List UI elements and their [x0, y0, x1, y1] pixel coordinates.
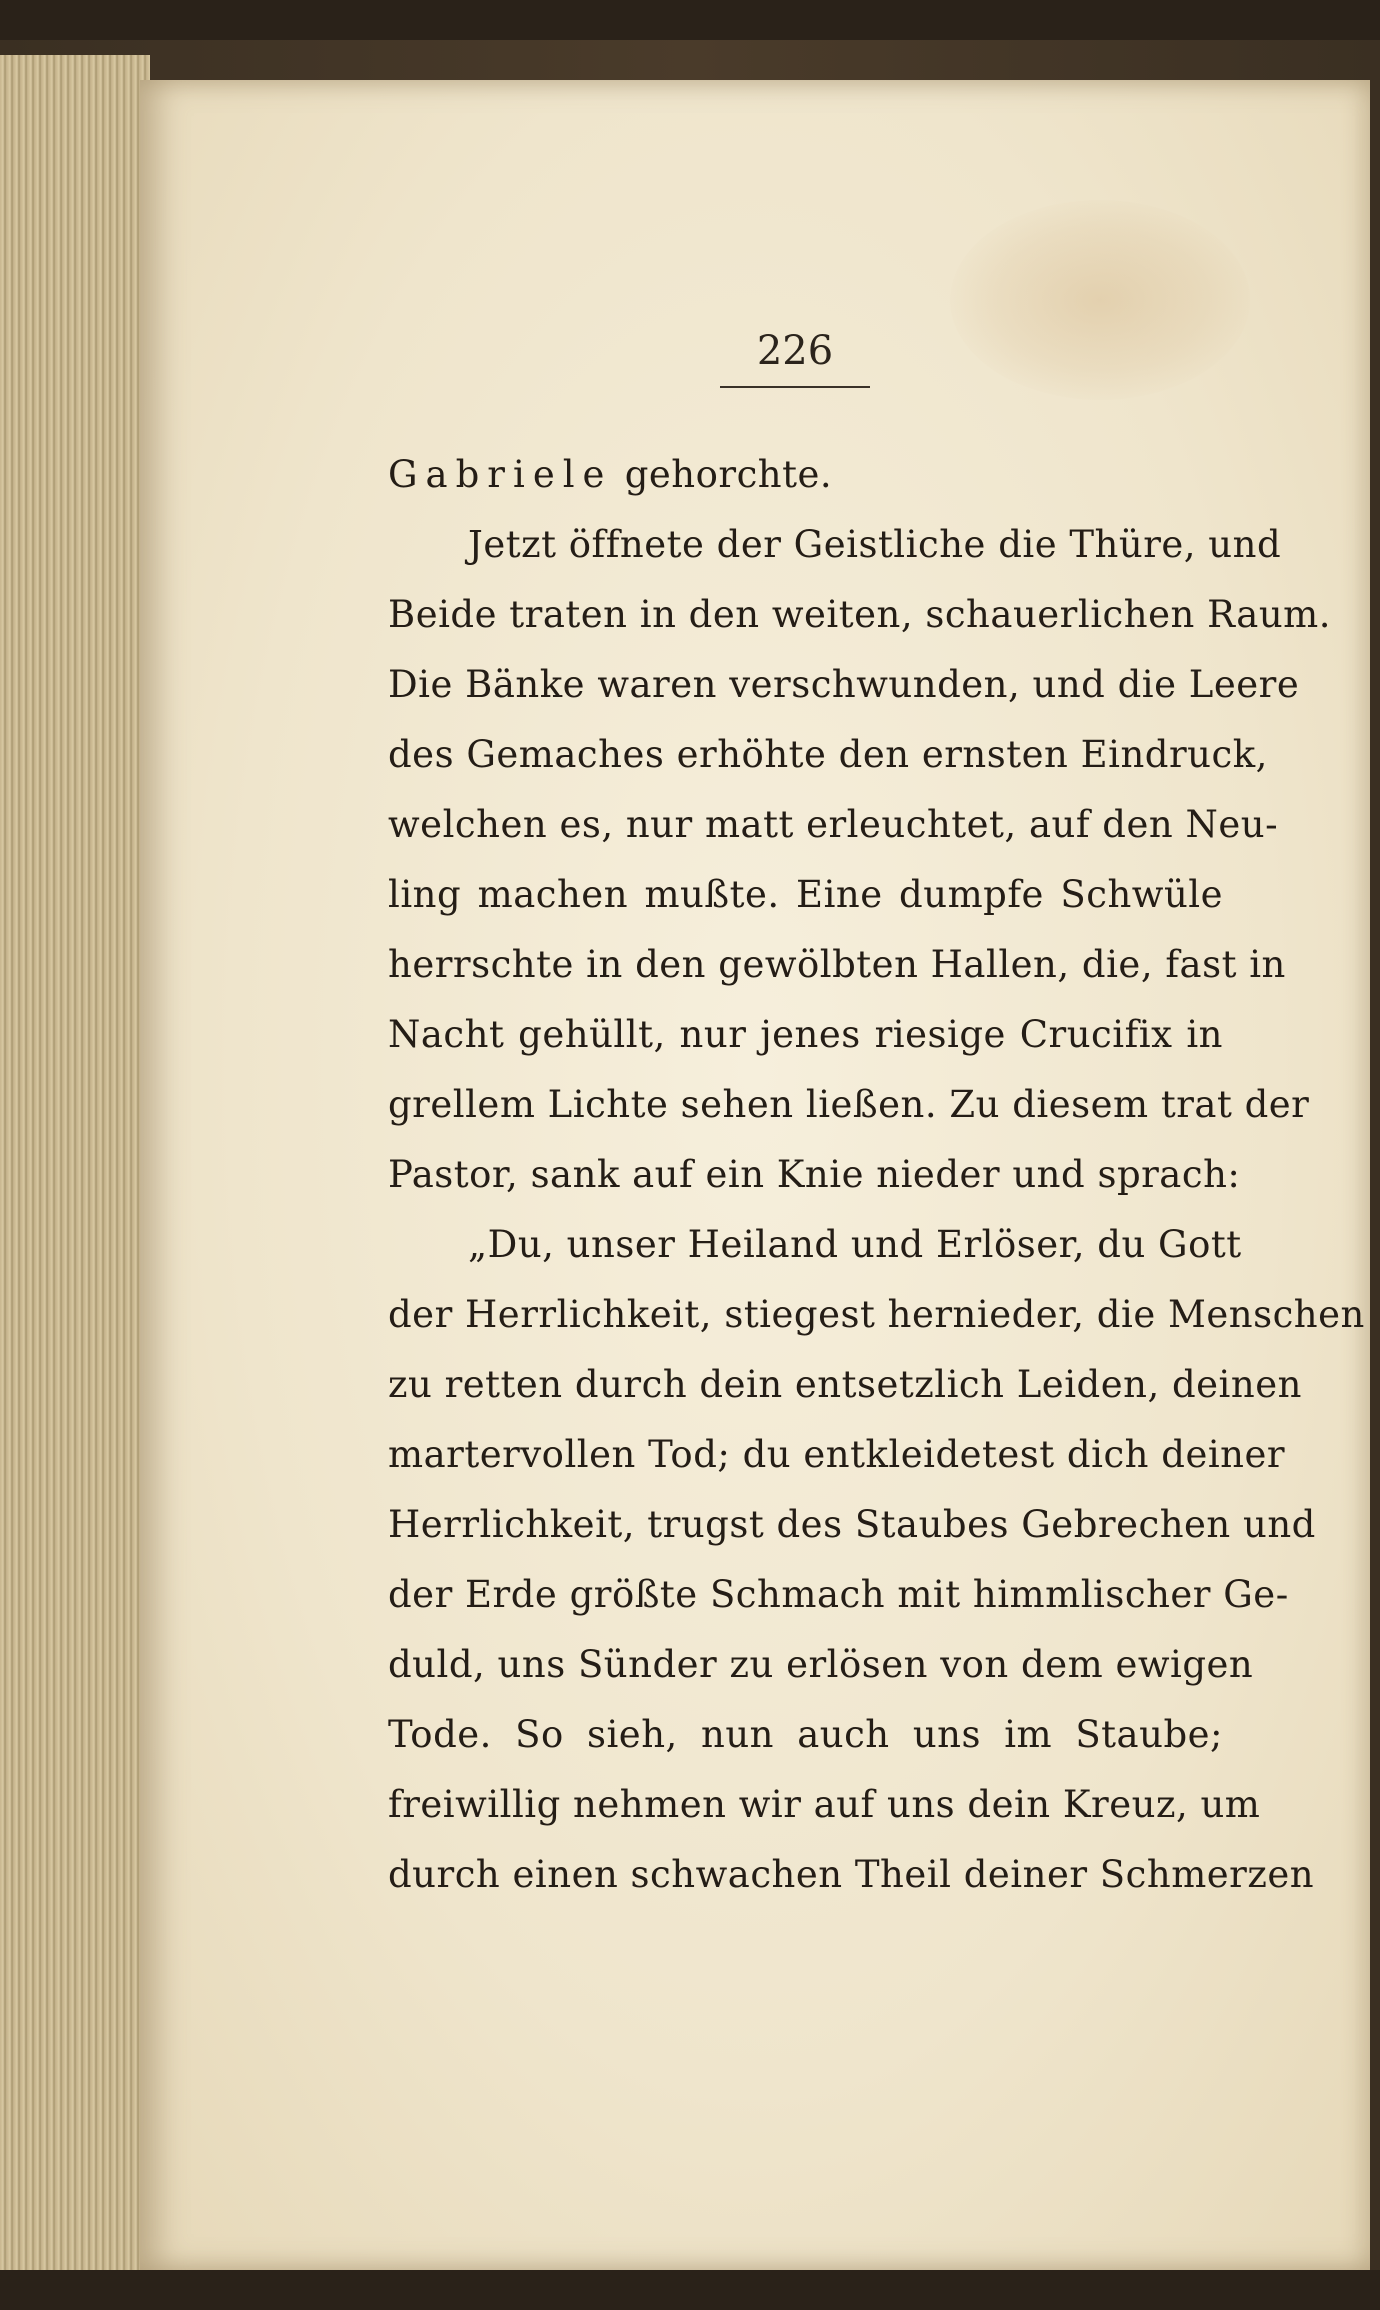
text-line-20: freiwillig nehmen wir auf uns dein Kreuz, um	[388, 1783, 1261, 1826]
text-line-9: Nacht gehüllt, nur jenes riesige Crucifix in	[388, 1013, 1223, 1056]
page-edges	[0, 55, 150, 2270]
spaced-name: Gabriele	[388, 453, 613, 496]
text-line-12: „Du, unser Heiland und Erlöser, du Gott	[468, 1223, 1242, 1266]
text-line-18: duld, uns Sünder zu erlösen von dem ewigen	[388, 1643, 1254, 1686]
paper-stain	[950, 200, 1250, 400]
text-line-15: martervollen Tod; du entkleidetest dich deiner	[388, 1433, 1286, 1476]
body-text	[388, 440, 1365, 1910]
text-line-5: des Gemaches erhöhte den ernsten Eindruck,	[388, 733, 1268, 776]
text-line-11: Pastor, sank auf ein Knie nieder und sprach:	[388, 1153, 1241, 1196]
text-line-8: herrschte in den gewölbten Hallen, die, fast in	[388, 943, 1286, 986]
text-line-2: Jetzt öffnete der Geistliche die Thüre, und	[468, 523, 1282, 566]
text-line-14: zu retten durch dein entsetzlich Leiden, deinen	[388, 1363, 1302, 1406]
text-line-1	[388, 440, 1223, 510]
text-line-4: Die Bänke waren verschwunden, und die Leere	[388, 663, 1300, 706]
text-line-7: ling machen mußte. Eine dumpfe Schwüle	[388, 873, 1223, 916]
text-line-19: Tode. So sieh, nun auch uns im Staube;	[388, 1713, 1223, 1756]
text-line-6: welchen es, nur matt erleuchtet, auf den Neu-	[388, 803, 1279, 846]
text-line-3: Beide traten in den weiten, schauerlichen Raum.	[388, 593, 1332, 636]
text-line-17: der Erde größte Schmach mit himmlischer Ge-	[388, 1573, 1289, 1616]
page-number: 226	[756, 328, 834, 374]
text-line-10: grellem Lichte sehen ließen. Zu diesem trat der	[388, 1083, 1310, 1126]
text-line-21: durch einen schwachen Theil deiner Schmerzen	[388, 1853, 1315, 1896]
text-line-16: Herrlichkeit, trugst des Staubes Gebrechen und	[388, 1503, 1316, 1546]
text-line-13: der Herrlichkeit, stiegest hernieder, die Menschen	[388, 1293, 1365, 1336]
page-number-rule	[720, 386, 870, 388]
text-line-1-rest: gehorchte.	[612, 453, 833, 496]
